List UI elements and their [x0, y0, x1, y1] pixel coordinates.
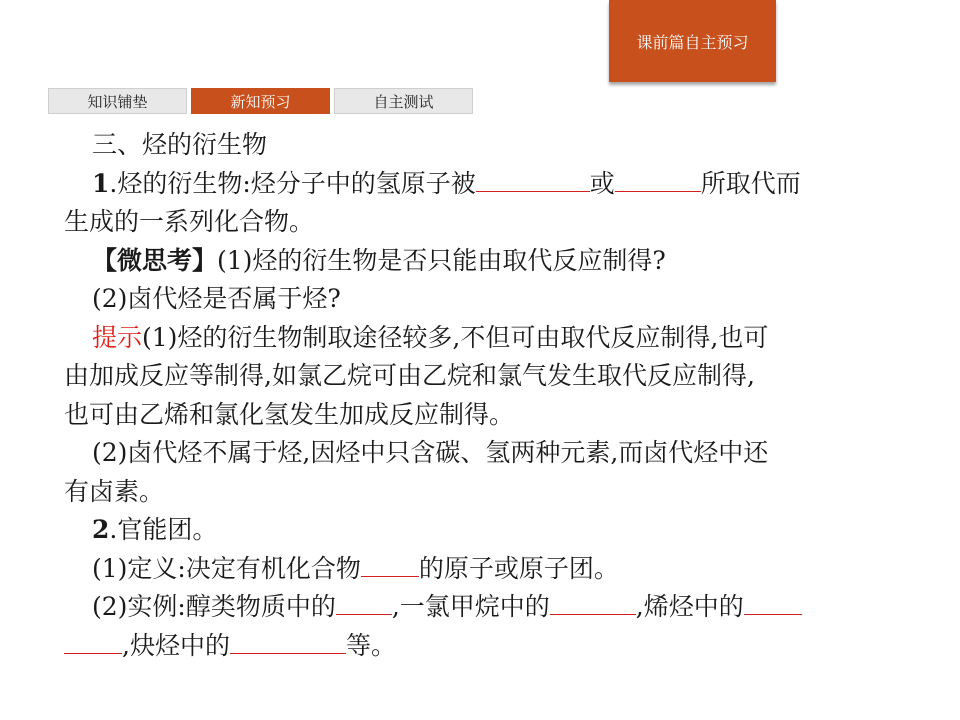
fill-blank-4[interactable]: [336, 592, 392, 615]
tab-self-test[interactable]: 自主测试: [334, 88, 473, 114]
item1-line1: [64, 165, 894, 204]
hint-answer1-line3: 也可由乙烯和氯化氢发生加成反应制得。: [64, 399, 515, 429]
hint-answer2-line1: (2)卤代烃不属于烃,因烃中只含碳、氢两种元素,而卤代烃中还: [92, 438, 769, 467]
item1-text-a: .烃的衍生物:烃分子中的氢原子被: [109, 168, 476, 198]
hint-answer1-line2: 由加成反应等制得,如氯乙烷可由乙烷和氯气发生取代反应制得,: [64, 361, 755, 390]
item2-def-a: (1)定义:决定有机化合物: [92, 553, 361, 583]
item2-ex-d: ,炔烃中的: [122, 630, 230, 660]
item1-number: 1: [92, 168, 110, 198]
fill-blank-7[interactable]: [230, 631, 346, 654]
tab-bar: [48, 88, 477, 114]
item2-definition-line: [64, 550, 894, 589]
tab-new-knowledge-preview[interactable]: 新知预习: [191, 88, 330, 114]
hint-answer1-line1: (1)烃的衍生物制取途径较多,不但可由取代反应制得,也可: [142, 322, 769, 352]
fill-blank-1[interactable]: [476, 169, 590, 192]
hint-label: 提示: [92, 322, 143, 352]
think-line1: [64, 242, 894, 281]
fill-blank-2[interactable]: [615, 169, 701, 192]
think-question-1: (1)烃的衍生物是否只能由取代反应制得?: [217, 245, 666, 275]
item1-text-b: 或: [589, 168, 615, 198]
item2-ex-b: ,一氯甲烷中的: [391, 592, 550, 621]
think-question-2: (2)卤代烃是否属于烃?: [92, 284, 341, 313]
tab-knowledge-foundation[interactable]: 知识铺垫: [48, 88, 187, 114]
item2-title-line: [64, 511, 894, 550]
fill-blank-6b[interactable]: [64, 631, 122, 654]
item2-ex-e: 等。: [345, 630, 396, 660]
item2-example-line2: [64, 627, 894, 666]
item2-title: .官能团。: [109, 515, 218, 544]
fill-blank-5[interactable]: [550, 592, 636, 615]
section-badge: 课前篇自主预习: [609, 0, 776, 82]
item2-ex-c: ,烯烃中的: [635, 592, 744, 621]
think-label: 【微思考】: [92, 245, 218, 275]
lesson-content: [64, 126, 894, 665]
item2-example-line1: [64, 588, 894, 627]
item2-number: 2: [92, 515, 110, 544]
hint-answer2-line2: 有卤素。: [64, 476, 165, 506]
hint-line1: [64, 319, 894, 358]
fill-blank-6a[interactable]: [744, 592, 802, 615]
item2-def-b: 的原子或原子团。: [418, 553, 619, 583]
section-heading: 三、烃的衍生物: [92, 130, 268, 159]
item2-ex-a: (2)实例:醇类物质中的: [92, 592, 336, 621]
item1-line2: 生成的一系列化合物。: [64, 207, 315, 236]
fill-blank-3[interactable]: [361, 554, 419, 577]
item1-text-c: 所取代而: [700, 168, 801, 198]
